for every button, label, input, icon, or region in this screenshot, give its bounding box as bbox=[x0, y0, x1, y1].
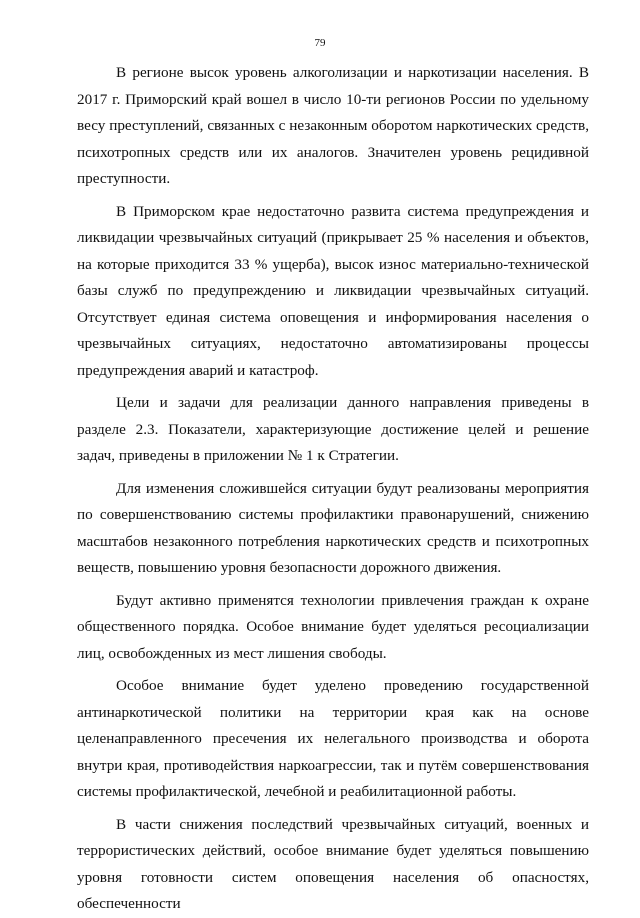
paragraph-goals-tasks: Цели и задачи для реализации данного направления приведены в разделе 2.3. Показатели, характеризующие достижение целей и решение задач, приведены в приложении № 1 к Стратегии. bbox=[77, 394, 589, 464]
paragraph-citizen-involvement: Будут активно применятся технологии привлечения граждан к охране общественного порядка. Особое внимание будет уделяться ресоциализации лиц, освобожденных из мест лишения свободы. bbox=[77, 591, 589, 662]
paragraph-emergency-system: В Приморском крае недостаточно развита система предупреждения и ликвидации чрезвычайных ситуаций (прикрывает 25 % населения и объектов, на которые приходится 33 % ущерба), высок износ материально-технической базы служб по предупреждению и ликвидации чрезвычайных ситуаций. Отсутствует единая система оповещения и информирования населения о чрезвычайных ситуациях, недостаточно автоматизированы процессы предупреждения аварий и катастроф. bbox=[77, 202, 589, 379]
paragraph-alcoholization: В регионе высок уровень алкоголизации и наркотизации населения. В 2017 г. Приморский край вошел в число 10-ти регионов России по удельному весу преступлений, связанных с незаконным оборотом наркотических средств, психотропных средств или их аналогов. Значителен уровень рецидивной преступности. bbox=[77, 64, 589, 187]
body-text bbox=[77, 60, 589, 918]
paragraph-antidrug-policy: Особое внимание будет уделено проведению государственной антинаркотической политики на территории края как на основе целенаправленного пресечения их нелегального производства и оборота внутри края, противодействия наркоагрессии, так и путём совершенствования системы профилактической, лечебной и реабилитационной работы. bbox=[77, 677, 589, 800]
page-number: 79 bbox=[314, 37, 326, 49]
paragraph-measures: Для изменения сложившейся ситуации будут реализованы мероприятия по совершенствованию системы профилактики правонарушений, снижению масштабов незаконного потребления наркотических средств и психотропных веществ, повышению уровня безопасности дорожного движения. bbox=[77, 479, 589, 576]
paragraph-emergency-consequences: В части снижения последствий чрезвычайных ситуаций, военных и террористических действий, особое внимание будет уделяться повышению уровня готовности систем оповещения населения об опасностях, обеспеченности bbox=[77, 815, 589, 912]
